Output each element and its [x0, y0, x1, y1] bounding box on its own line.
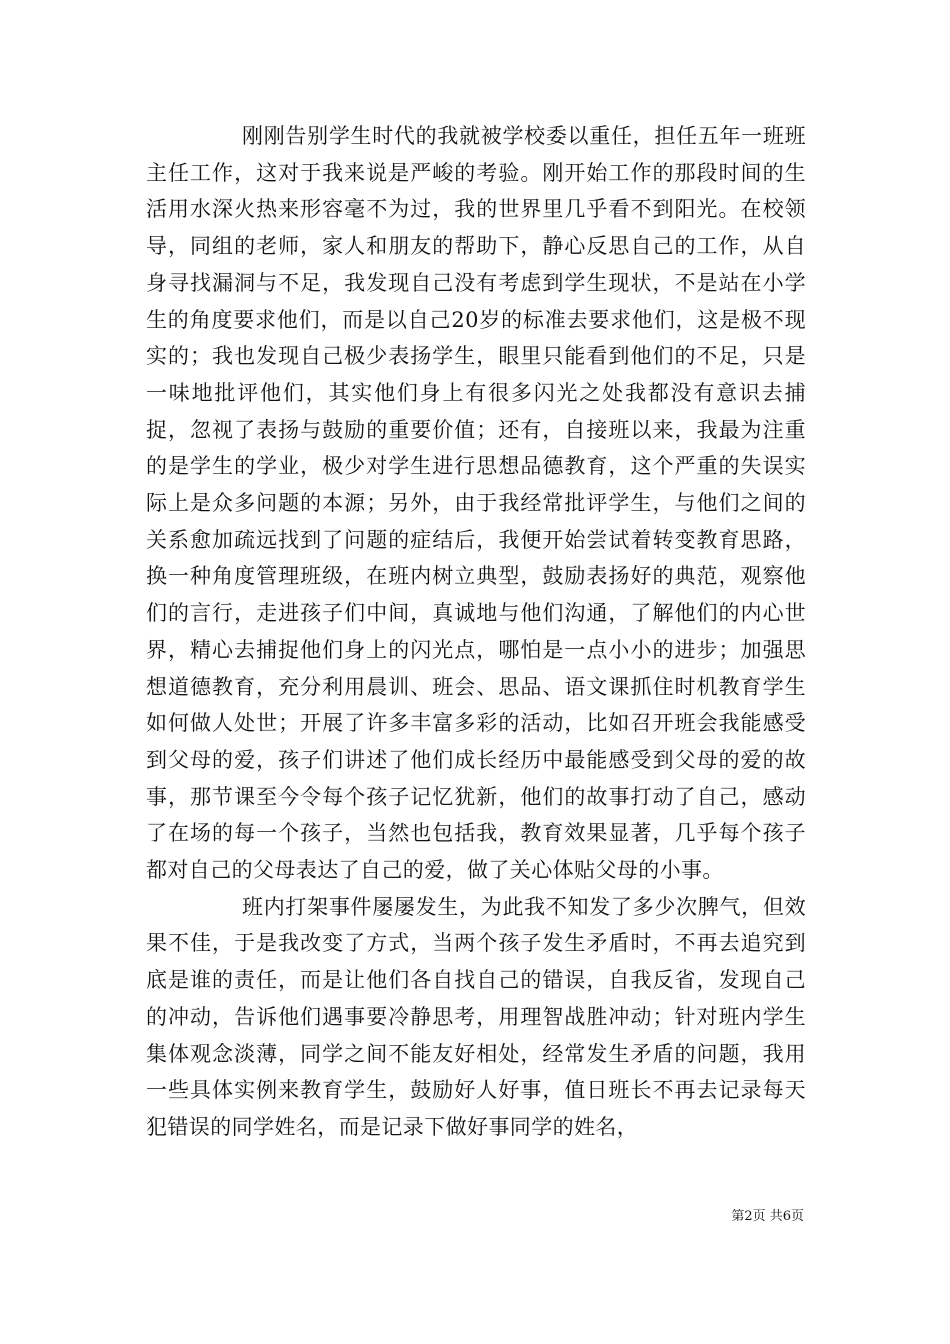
page-number: 第2页 共6页 — [731, 1209, 804, 1224]
paragraph-1: 刚刚告别学生时代的我就被学校委以重任，担任五年一班班主任工作，这对于我来说是严峻的考验。刚开始工作的那段时间的生活用水深火热来形容毫不为过，我的世界里几乎看不到阳光。在校领导，同组的老师，家人和朋友的帮助下，静心反思自己的工作，从自身寻找漏洞与不足，我发现自己没有考虑到学生现状，不是站在小学生的角度要求他们，而是以自己20岁的标准去要求他们，这是极不现实的；我也发现自己极少表扬学生，眼里只能看到他们的不足，只是一味地批评他们，其实他们身上有很多闪光之处我都没有意识去捕捉，忽视了表扬与鼓励的重要价值；还有，自接班以来，我最为注重的是学生的学业，极少对学生进行思想品德教育，这个严重的失误实际上是众多问题的本源；另外，由于我经常批评学生，与他们之间的关系愈加疏远找到了问题的症结后，我便开始尝试着转变教育思路，换一种角度管理班级，在班内树立典型，鼓励表扬好的典范，观察他们的言行，走进孩子们中间，真诚地与他们沟通，了解他们的内心世界，精心去捕捉他们身上的闪光点，哪怕是一点小小的进步；加强思想道德教育，充分利用晨训、班会、思品、语文课抓住时机教育学生如何做人处世；开展了许多丰富多彩的活动，比如召开班会我能感受到父母的爱，孩子们讲述了他们成长经历中最能感受到父母的爱的故事，那节课至今令每个孩子记忆犹新，他们的故事打动了自己，感动了在场的每一个孩子，当然也包括我，教育效果显著，几乎每个孩子都对自己的父母表达了自己的爱，做了关心体贴父母的小事。 — [146, 124, 806, 883]
paragraph-2: 班内打架事件屡屡发生，为此我不知发了多少次脾气，但效果不佳，于是我改变了方式，当两个孩子发生矛盾时，不再去追究到底是谁的责任，而是让他们各自找自己的错误，自我反省，发现自己的冲动，告诉他们遇事要冷静思考，用理智战胜冲动；针对班内学生集体观念淡薄，同学之间不能友好相处，经常发生矛盾的问题，我用一些具体实例来教育学生，鼓励好人好事，值日班长不再去记录每天犯错误的同学姓名，而是记录下做好事同学的姓名， — [146, 894, 806, 1139]
body-text — [146, 118, 806, 1146]
